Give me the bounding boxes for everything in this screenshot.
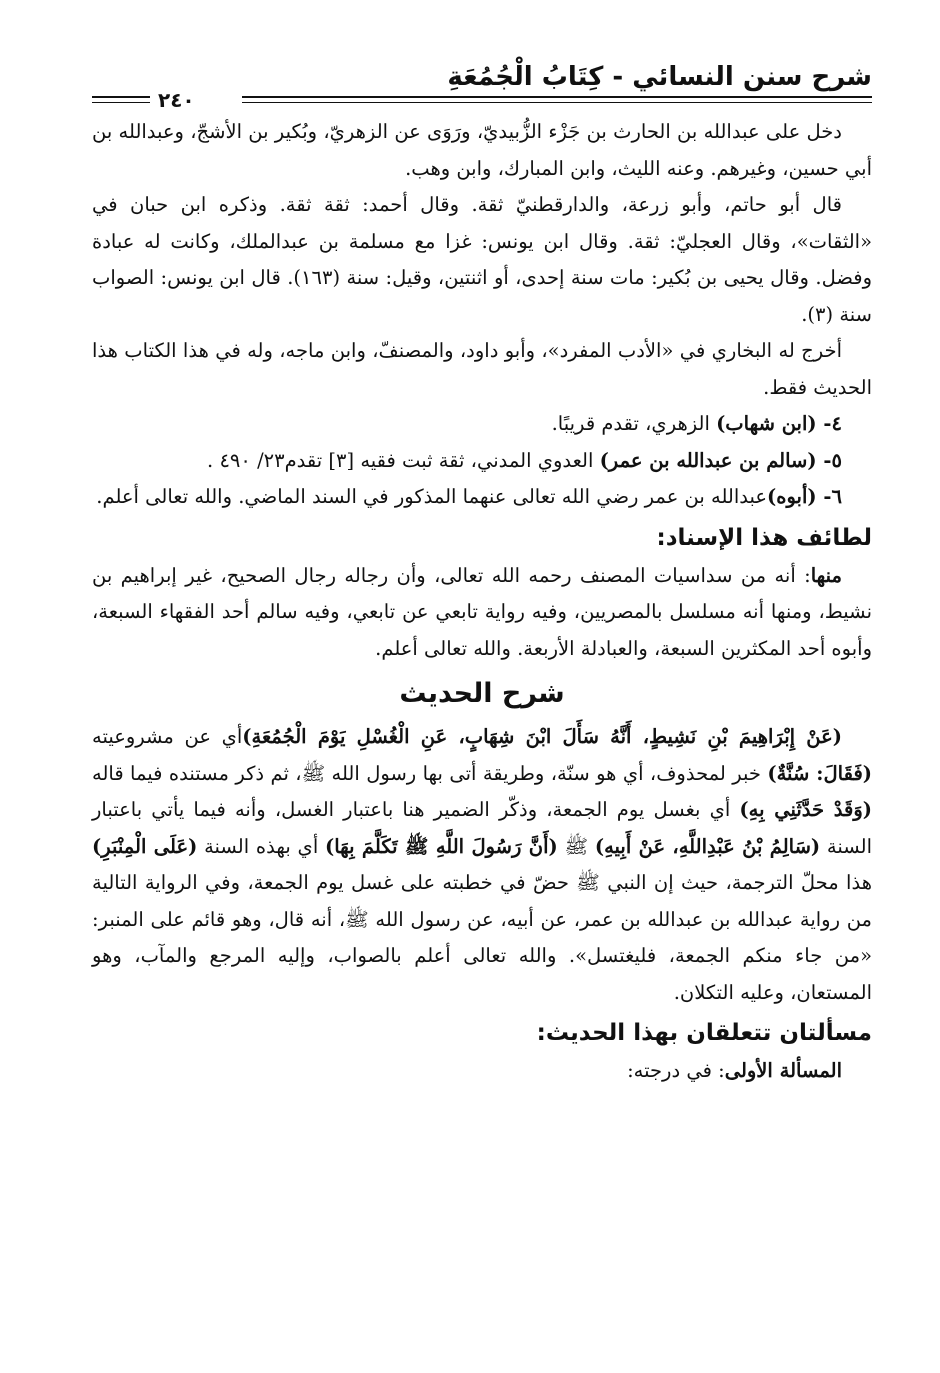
narrator-name: ٦- (أبوه) — [767, 485, 842, 508]
page-header — [92, 58, 872, 112]
header-rule-short — [92, 96, 150, 98]
narrator-name: ٤- (ابن شهاب) — [716, 412, 842, 435]
section-heading-lataif: لطائف هذا الإسناد: — [656, 524, 872, 551]
commentary-text: أي عن مشروعيته — [92, 725, 243, 748]
header-rule-thin — [242, 102, 872, 103]
hadith-quote: (فَقَالَ: سُنَّةٌ) — [767, 761, 872, 785]
running-title: شرح سنن النسائي - كِتَابُ الْجُمُعَةِ — [447, 62, 872, 92]
lataif-paragraph — [92, 558, 872, 668]
masala-paragraph — [92, 1053, 872, 1090]
narrator-item-6 — [92, 479, 872, 516]
commentary-text: هذا محلّ الترجمة، حيث إن النبي ﷺ حضّ في خطبته على غسل يوم الجمعة، وفي الرواية التالية من رواية عبدالله بن عبدالله بن عمر، عن أبيه، عن رسول الله ﷺ، أنه قال، وهو قائم على المنبر: «من جاء منكم الجمعة، فليغتسل». والله تعالى أعلم بالصواب، وإليه المرجع والمآب، وهو المستعان، وعليه التكلان. — [92, 871, 872, 1004]
header-rule-short-thin — [92, 102, 150, 103]
hadith-quote: (سَالِمُ بْنُ عَبْدِاللَّهِ، عَنْ أَبِيهِ) — [594, 834, 821, 858]
narrator-note: العدوي المدني، ثقة ثبت فقيه [٣] تقدم٢٣/ ٤٩٠ . — [207, 448, 600, 472]
section-heading-masalatan: مسألتان تتعلقان بهذا الحديث: — [536, 1020, 872, 1046]
hadith-quote: (وَقَدْ حَدَّثَنِي بِهِ) — [739, 798, 872, 821]
book-page — [92, 58, 872, 1090]
sharh-paragraph — [92, 719, 872, 1011]
masala-text: : في درجته: — [627, 1059, 725, 1082]
narrator-note: عبدالله بن عمر رضي الله تعالى عنهما المذكور في السند الماضي. والله تعالى أعلم. — [96, 485, 768, 508]
commentary-text: خبر لمحذوف، أي هو سنّة، وطريقة أتى بها رسول الله ﷺ، ثم ذكر مستنده فيما قاله — [92, 761, 768, 785]
commentary-text: أي بغسل يوم الجمعة، وذكّر الضمير هنا باعتبار الغسل، وأنه فيما يأتي باعتبار السنة — [92, 798, 873, 858]
page-number: ٢٤٠ — [152, 88, 201, 112]
hadith-quote: (عَنْ إِبْرَاهِيمَ بْنِ نَشِيطٍ، أَنَّهُ سَأَلَ ابْنَ شِهَابٍ، عَنِ الْغُسْلِ يَوْمَ الْجُمُعَةِ) — [242, 725, 842, 748]
narrator-note: الزهري، تقدم قريبًا. — [551, 412, 717, 435]
hadith-quote: (أَنَّ رَسُولَ اللَّهِ ﷺ تَكَلَّمَ بِهَا) — [325, 834, 558, 858]
page-body — [92, 114, 872, 1090]
hadith-quote: (عَلَى الْمِنْبَرِ) — [92, 834, 198, 858]
lataif-text: : أنه من سداسيات المصنف رحمه الله تعالى، وأن رجاله رجال الصحيح، غير إبراهيم بن نشيط، ومنها أنه مسلسل بالمصريين، وفيه رواية تابعي عن تابعي، وفيه سالم أحد الفقهاء السبعة، وأبوه أحد المكثرين السبعة، والعبادلة الأربعة. والله تعالى أعلم. — [92, 563, 872, 660]
narrator-item-5 — [92, 443, 872, 480]
commentary-text: أي بهذه السنة — [197, 834, 325, 858]
section-heading-sharh: شرح الحديث — [399, 678, 565, 709]
grading-paragraph: قال أبو حاتم، وأبو زرعة، والدارقطنيّ ثقة. وقال أحمد: ثقة ثقة. وذكره ابن حبان في «الثقات»، وقال العجليّ: ثقة. وقال ابن يونس: غزا مع مسلمة بن عبدالملك، وكانت له عبادة وفضل. وقال يحيى بن بُكير: مات سنة إحدى، أو اثنتين، وقيل: سنة (١٦٣). قال ابن يونس: الصواب سنة (٣). — [92, 193, 872, 326]
lataif-lead: منها — [810, 563, 842, 587]
sources-paragraph: أخرج له البخاري في «الأدب المفرد»، وأبو داود، والمصنفّ، وابن ماجه، وله في هذا الكتاب هذا الحديث فقط. — [92, 339, 872, 399]
narrator-name: ٥- (سالم بن عبدالله بن عمر) — [599, 448, 842, 472]
header-rule — [242, 96, 872, 98]
commentary-text: ﷺ — [557, 834, 595, 858]
narrator-paragraph: دخل على عبدالله بن الحارث بن جَزْء الزُّبيديّ، ورَوَى عن الزهريّ، وبُكير بن الأشجّ، وعبدالله بن أبي حسين، وغيرهم. وعنه الليث، وابن المبارك، وابن وهب. — [92, 120, 872, 180]
narrator-item-4 — [92, 406, 872, 443]
masala-lead: المسألة الأولى — [724, 1059, 842, 1082]
